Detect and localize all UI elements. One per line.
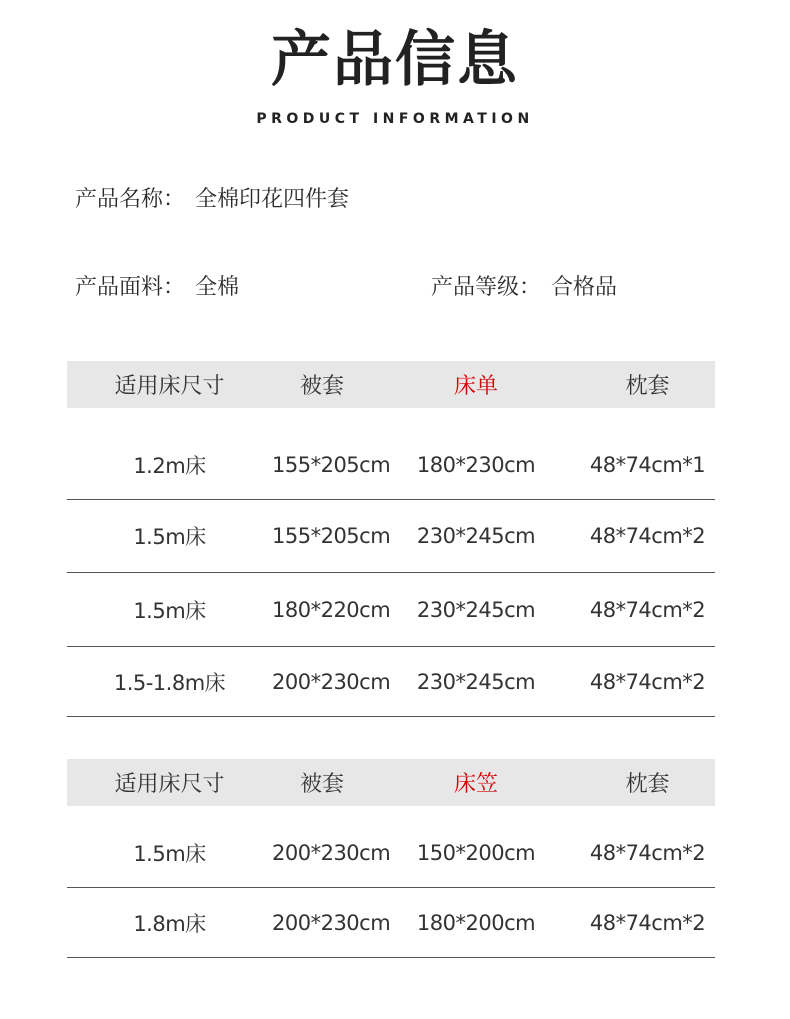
header-pillowcase: 枕套 xyxy=(625,772,670,797)
cell-bed-sheet: 180*230cm xyxy=(416,452,536,477)
cell-bed-sheet: 230*245cm xyxy=(416,524,536,548)
table-row xyxy=(67,500,715,573)
table-row xyxy=(67,408,715,500)
product-grade xyxy=(431,273,617,303)
header-fitted-sheet: 床笠 xyxy=(453,772,498,797)
product-grade-value: 合格品 xyxy=(551,275,618,300)
cell-duvet-cover: 155*205cm xyxy=(272,452,391,477)
header-bed-size: 适用床尺寸 xyxy=(114,374,225,399)
cell-duvet-cover: 200*230cm xyxy=(272,910,391,935)
cell-pillowcase: 48*74cm*2 xyxy=(589,840,706,865)
cell-bed-size: 1.5m床 xyxy=(133,598,206,623)
cell-duvet-cover: 155*205cm xyxy=(272,524,391,548)
header-bed-size: 适用床尺寸 xyxy=(114,772,225,797)
cell-duvet-cover: 200*230cm xyxy=(272,669,391,694)
cell-fitted-sheet: 150*200cm xyxy=(416,840,536,865)
cell-pillowcase: 48*74cm*2 xyxy=(589,524,706,548)
product-name-label: 产品名称： xyxy=(75,187,186,212)
size-table-sheet xyxy=(67,361,715,717)
product-fabric-value: 全棉 xyxy=(195,275,240,300)
cell-bed-sheet: 230*245cm xyxy=(416,597,536,622)
page-title: 产品信息 xyxy=(271,25,519,95)
size-table-fitted-sheet xyxy=(67,759,715,958)
page-subtitle: PRODUCT INFORMATION xyxy=(256,111,534,127)
cell-pillowcase: 48*74cm*2 xyxy=(589,597,706,622)
header-duvet-cover: 被套 xyxy=(299,374,344,399)
product-name xyxy=(75,185,349,215)
table-header xyxy=(67,361,715,408)
cell-pillowcase: 48*74cm*2 xyxy=(589,669,706,694)
product-fabric xyxy=(75,273,239,303)
product-fabric-label: 产品面料： xyxy=(75,275,186,300)
header-bed-sheet: 床单 xyxy=(453,374,498,399)
table-row xyxy=(67,573,715,647)
table-row xyxy=(67,888,715,958)
cell-fitted-sheet: 180*200cm xyxy=(416,910,536,935)
header-duvet-cover: 被套 xyxy=(299,772,344,797)
cell-duvet-cover: 180*220cm xyxy=(272,597,391,622)
table-row xyxy=(67,806,715,888)
cell-pillowcase: 48*74cm*1 xyxy=(589,452,706,477)
product-name-value: 全棉印花四件套 xyxy=(195,187,350,212)
cell-bed-size: 1.8m床 xyxy=(133,911,206,936)
product-grade-label: 产品等级： xyxy=(431,275,542,300)
cell-bed-sheet: 230*245cm xyxy=(416,669,536,694)
table-row xyxy=(67,647,715,717)
cell-bed-size: 1.5-1.8m床 xyxy=(113,670,226,695)
cell-bed-size: 1.5m床 xyxy=(133,841,206,866)
header-pillowcase: 枕套 xyxy=(625,374,670,399)
table-header xyxy=(67,759,715,806)
cell-pillowcase: 48*74cm*2 xyxy=(589,910,706,935)
cell-duvet-cover: 200*230cm xyxy=(272,840,391,865)
cell-bed-size: 1.2m床 xyxy=(133,453,206,478)
cell-bed-size: 1.5m床 xyxy=(133,525,206,549)
